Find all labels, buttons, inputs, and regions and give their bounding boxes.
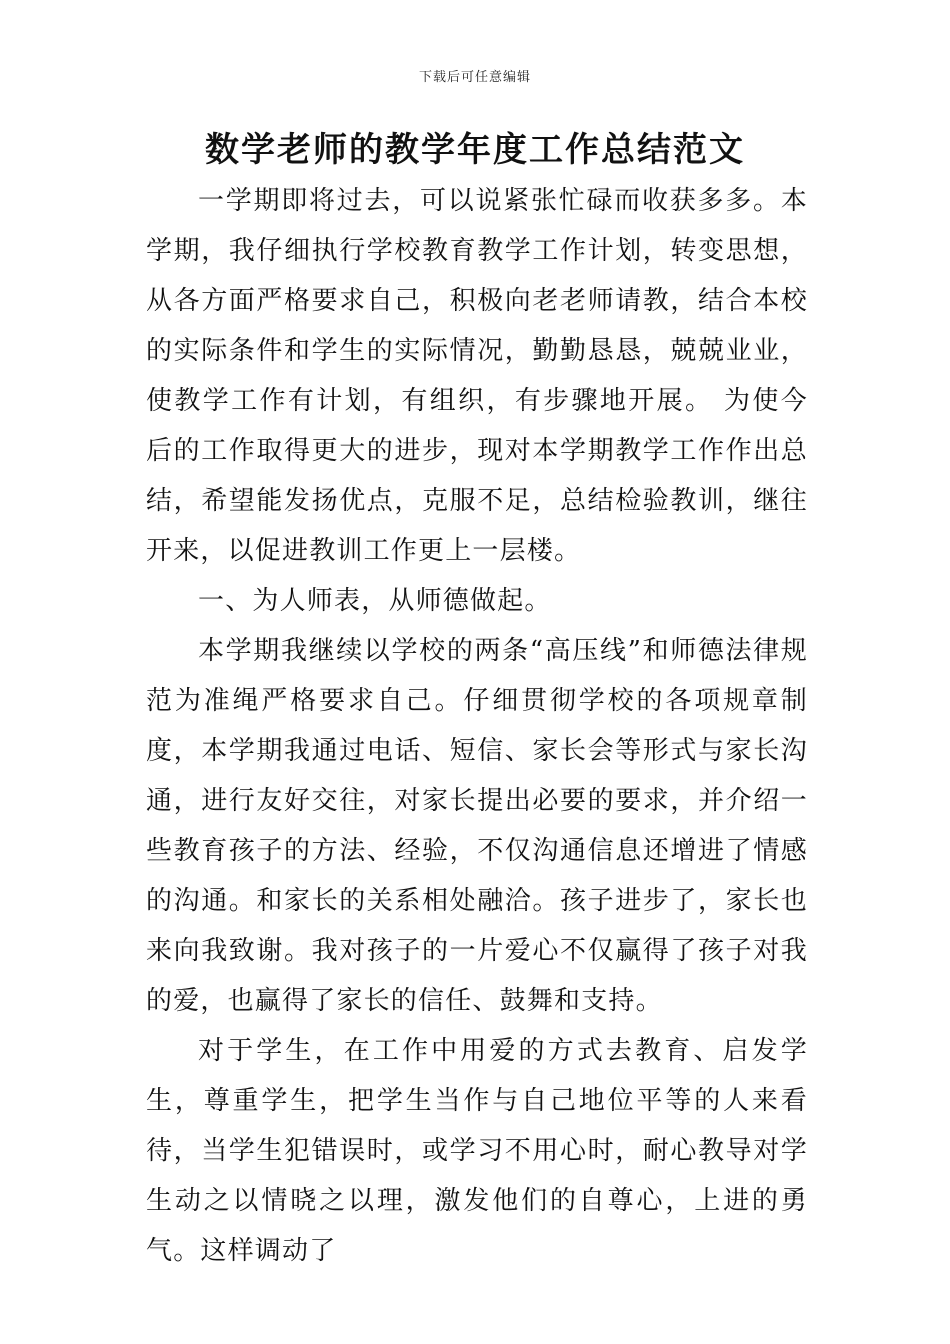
document-title: 数学老师的教学年度工作总结范文 <box>205 130 745 170</box>
document-body <box>146 176 808 1276</box>
section-heading-1: 一、为人师表，从师德做起。 <box>198 586 552 616</box>
paragraph-section-1: 本学期我继续以学校的两条“高压线”和师德法律规范为准绳严格要求自己。仔细贯彻学校的各项规章制度，本学期我通过电话、短信、家长会等形式与家长沟通，进行友好交往，对家长提出必要的要求，并介绍一些教育孩子的方法、经验，不仅沟通信息还增进了情感的沟通。和家长的关系相处融洽。孩子进步了，家长也来向我致谢。我对孩子的一片爱心不仅赢得了孩子对我的爱，也赢得了家长的信任、鼓舞和支持。 <box>146 636 808 1016</box>
paragraph-students: 对于学生，在工作中用爱的方式去教育、启发学生，尊重学生，把学生当作与自己地位平等的人来看待，当学生犯错误时，或学习不用心时，耐心教导对学生动之以情晓之以理，激发他们的自尊心，上进的勇气。这样调动了 <box>146 1036 808 1266</box>
paragraph-intro: 一学期即将过去，可以说紧张忙碌而收获多多。本学期，我仔细执行学校教育教学工作计划，转变思想，从各方面严格要求自己，积极向老老师请教，结合本校的实际条件和学生的实际情况，勤勤恳恳，兢兢业业，使教学工作有计划，有组织，有步骤地开展。 为使今后的工作取得更大的进步，现对本学期教学工作作出总结，希望能发扬优点，克服不足，总结检验教训，继往开来，以促进教训工作更上一层楼。 <box>146 186 808 566</box>
page-header-note: 下载后可任意编辑 <box>418 70 531 85</box>
